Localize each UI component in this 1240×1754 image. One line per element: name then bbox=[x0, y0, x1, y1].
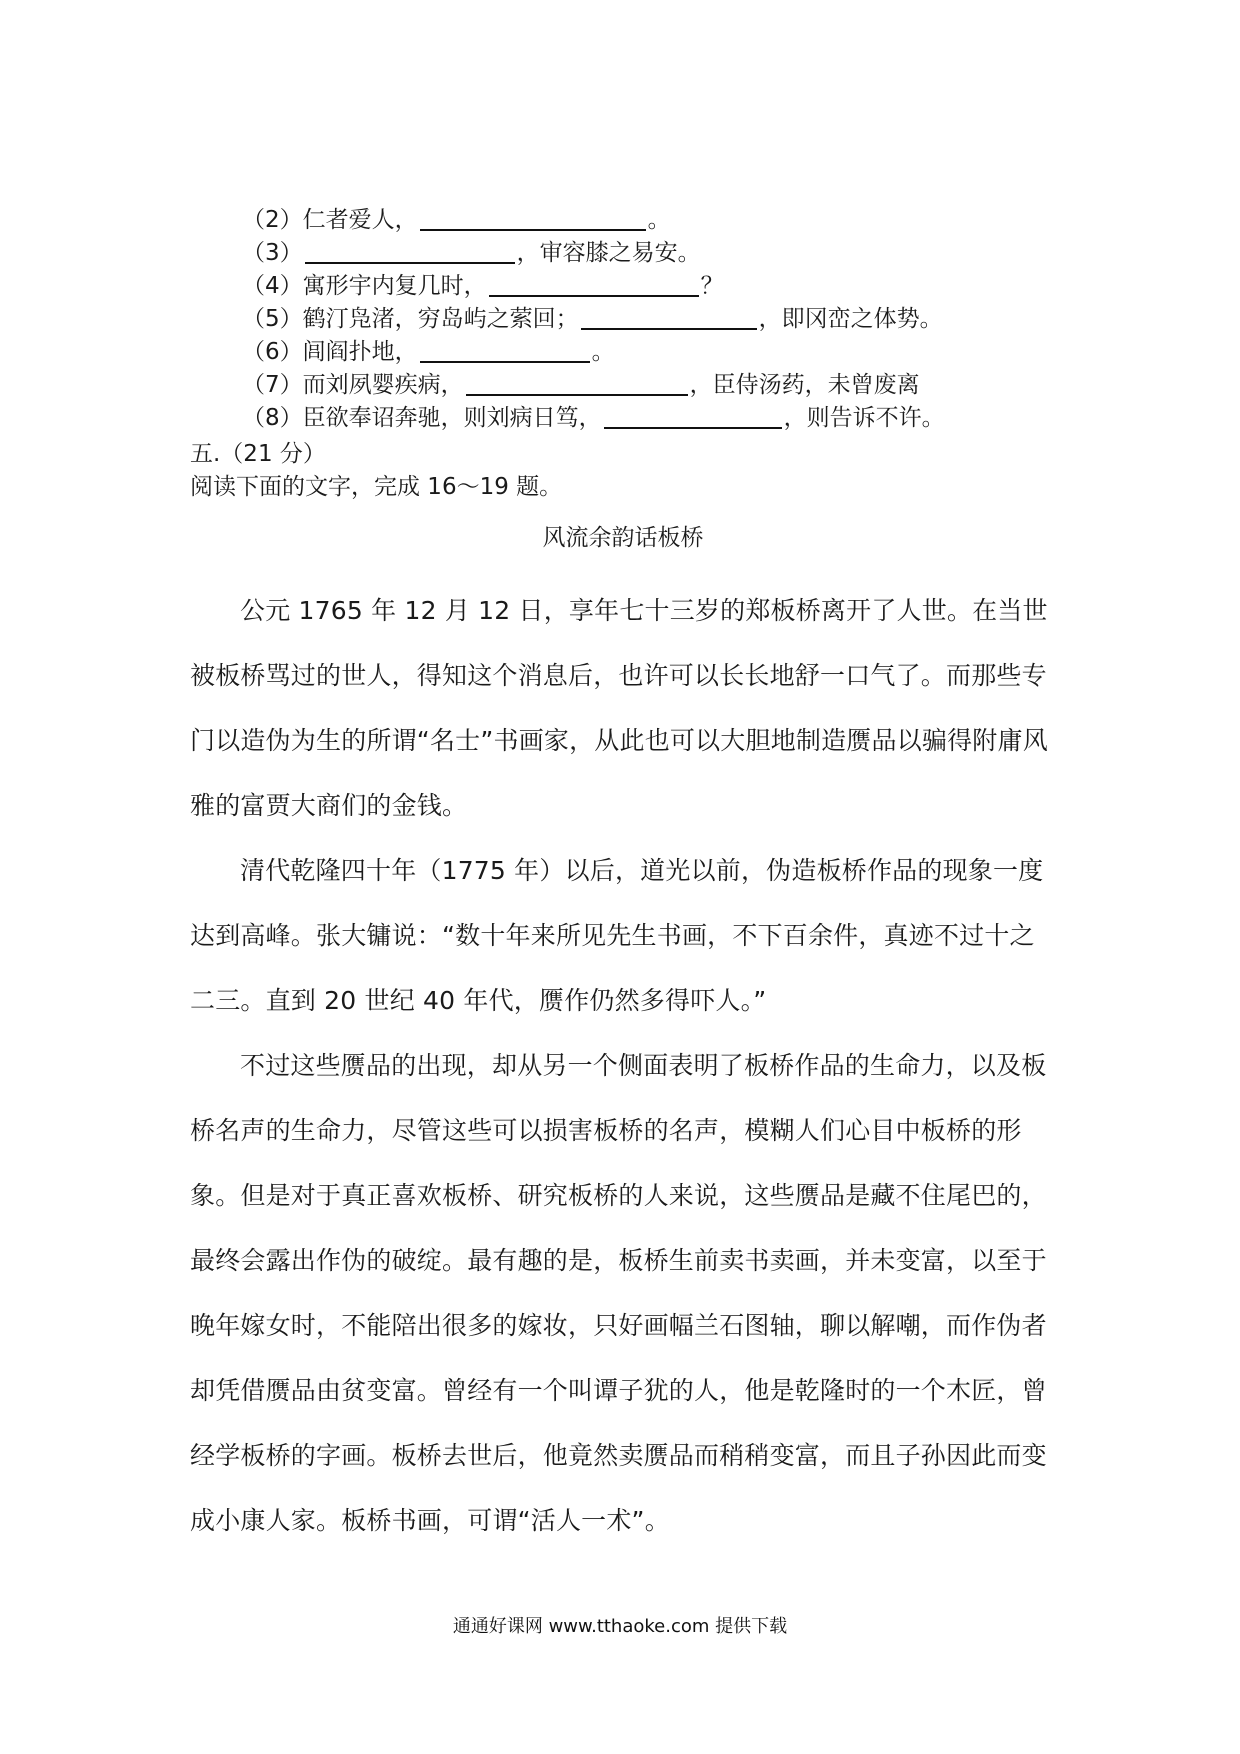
essay-paragraph-2: 清代乾隆四十年（1775 年）以后，道光以前，伪造板桥作品的现象一度达到高峰。张大镛说：“数十年来所见先生书画，不下百余件，真迹不过十之二三。直到 20 世纪 40 年代，赝作仍然多得吓人。” bbox=[190, 856, 1044, 1015]
blank-item-prefix: （3） bbox=[242, 240, 303, 266]
blank-item-7 bbox=[242, 369, 1102, 402]
blank-item-prefix: （5）鹤汀凫渚，穷岛屿之萦回； bbox=[242, 306, 579, 332]
blank-item-suffix: 。 bbox=[591, 339, 615, 365]
answer-blank[interactable] bbox=[305, 238, 515, 264]
essay-body bbox=[190, 578, 1056, 1553]
blank-item-suffix: ，臣侍汤药，未曾废离 bbox=[689, 372, 920, 398]
blank-item-prefix: （8）臣欲奉诏奔驰，则刘病日笃， bbox=[242, 405, 602, 431]
blank-item-prefix: （7）而刘夙婴疾病， bbox=[242, 372, 464, 398]
essay-title: 风流余韵话板桥 bbox=[542, 525, 704, 551]
answer-blank[interactable] bbox=[581, 304, 757, 330]
blank-item-suffix: ，审容膝之易安。 bbox=[516, 240, 701, 266]
blank-item-8 bbox=[242, 402, 1102, 435]
essay-paragraph-3: 不过这些赝品的出现，却从另一个侧面表明了板桥作品的生命力，以及板桥名声的生命力，尽管这些可以损害板桥的名声，模糊人们心目中板桥的形象。但是对于真正喜欢板桥、研究板桥的人来说，这些赝品是藏不住尾巴的，最终会露出作伪的破绽。最有趣的是，板桥生前卖书卖画，并未变富，以至于晚年嫁女时，不能陪出很多的嫁妆，只好画幅兰石图轴，聊以解嘲，而作伪者却凭借赝品由贫变富。曾经有一个叫谭子犹的人，他是乾隆时的一个木匠，曾经学板桥的字画。板桥去世后，他竟然卖赝品而稍稍变富，而且子孙因此而变成小康人家。板桥书画，可谓“活人一术”。 bbox=[190, 1051, 1047, 1535]
blank-item-suffix: 。 bbox=[647, 207, 671, 233]
answer-blank[interactable] bbox=[420, 337, 590, 363]
section-heading: 五.（21 分） bbox=[190, 441, 326, 467]
blank-item-5 bbox=[242, 303, 1102, 336]
blank-item-6 bbox=[242, 336, 1102, 369]
blank-item-suffix: ？ bbox=[700, 273, 724, 299]
blank-item-prefix: （2）仁者爱人， bbox=[242, 207, 418, 233]
blank-item-prefix: （4）寓形宇内复几时， bbox=[242, 273, 487, 299]
answer-blank[interactable] bbox=[489, 271, 699, 297]
page-footer: 通通好课网 www.tthaoke.com 提供下载 bbox=[452, 1616, 788, 1637]
blank-item-prefix: （6）闾阎扑地， bbox=[242, 339, 418, 365]
answer-blank[interactable] bbox=[420, 205, 646, 231]
reading-instruction: 阅读下面的文字，完成 16～19 题。 bbox=[190, 474, 563, 500]
blank-item-3 bbox=[242, 237, 1102, 270]
essay-paragraph-1: 公元 1765 年 12 月 12 日，享年七十三岁的郑板桥离开了人世。在当世被板桥骂过的世人，得知这个消息后，也许可以长长地舒一口气了。而那些专门以造伪为生的所谓“名士”书画家，从此也可以大胆地制造赝品以骗得附庸风雅的富贾大商们的金钱。 bbox=[190, 596, 1048, 820]
answer-blank[interactable] bbox=[466, 370, 688, 396]
answer-blank[interactable] bbox=[604, 403, 782, 429]
blank-item-4 bbox=[242, 270, 1102, 303]
blank-item-2 bbox=[242, 204, 1102, 237]
fill-in-blank-list bbox=[242, 204, 1102, 435]
blank-item-suffix: ，即冈峦之体势。 bbox=[758, 306, 943, 332]
blank-item-suffix: ，则告诉不许。 bbox=[783, 405, 945, 431]
